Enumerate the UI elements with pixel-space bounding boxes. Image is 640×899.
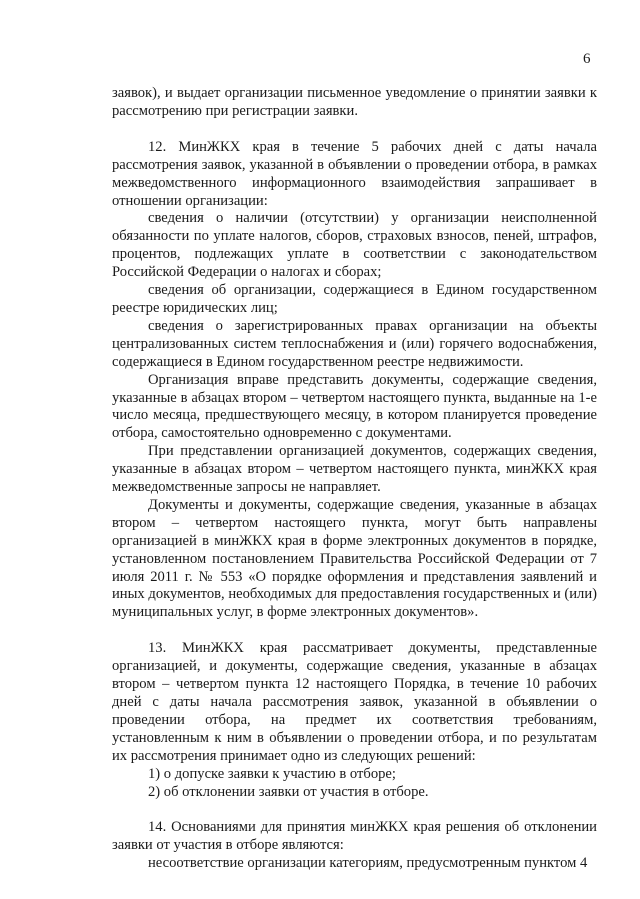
paragraph-decision-reject: 2) об отклонении заявки от участия в отборе. — [148, 783, 429, 800]
paragraph-continuation: заявок), и выдает организации письменное уведомление о принятии заявки к рассмотрению при регистрации заявки. — [112, 85, 597, 119]
paragraph-noncompliance: несоответствие организации категориям, предусмотренным пунктом 4 — [148, 855, 588, 872]
document-body — [112, 85, 597, 873]
paragraph-no-requests: При представлении организацией документов, содержащих сведения, указанные в абзацах втором – четвертом настоящего пункта, минЖКХ края межведомственные запросы не направляет. — [112, 443, 597, 496]
page-number: 6 — [583, 51, 591, 67]
paragraph-org-documents: Организация вправе представить документы, содержащие сведения, указанные в абзацах втором – четвертом настоящего пункта, выданные на 1-е число месяца, предшествующего месяцу, в котором планируется проведение отбора, самостоятельно одновременно с документами. — [112, 371, 597, 442]
paragraph-electronic-docs: Документы и документы, содержащие сведения, указанные в абзацах втором – четвертом настоящего пункта, могут быть направлены организацией в минЖКХ края в форме электронных документов в порядке, установленном постановлением Правительства Российской Федерации от 7 июля 2011 г. № 553 «О порядке оформления и представления заявлений и иных документов, необходимых для предоставления государственных и (или) муниципальных услуг, в форме электронных документов». — [112, 496, 597, 621]
paragraph-tax-info: сведения о наличии (отсутствии) у организации неисполненной обязанности по уплате налогов, сборов, страховых взносов, пеней, штрафов, процентов, подлежащих уплате в соответствии с законодательством Российской Федерации о налогах и сборах; — [112, 210, 597, 281]
paragraph-property-rights: сведения о зарегистрированных правах организации на объекты централизованных систем теплоснабжения и (или) горячего водоснабжения, содержащиеся в Едином государственном реестре недвижимости. — [112, 317, 597, 370]
paragraph-item-14: 14. Основаниями для принятия минЖКХ края решения об отклонении заявки от участия в отборе являются: — [112, 819, 597, 854]
paragraph-item-13: 13. МинЖКХ края рассматривает документы, представленные организацией, и документы, содержащие сведения, указанные в абзацах втором – четвертом пункта 12 настоящего Порядка, в течение 10 рабочих дней с даты начала рассмотрения заявок, указанной в объявлении о проведении отбора, на предмет их соответствия требованиям, установленным к ним в объявлении о проведении отбора, и по результатам их рассмотрения принимает одно из следующих решений: — [112, 640, 597, 764]
paragraph-egrul-info: сведения об организации, содержащиеся в Едином государственном реестре юридических лиц; — [112, 282, 597, 316]
paragraph-item-12: 12. МинЖКХ края в течение 5 рабочих дней с даты начала рассмотрения заявок, указанной в объявлении о проведении отбора, в рамках межведомственного информационного взаимодействия запрашивает в отношении организации: — [112, 138, 597, 209]
paragraph-decision-admit: 1) о допуске заявки к участию в отборе; — [148, 765, 396, 782]
